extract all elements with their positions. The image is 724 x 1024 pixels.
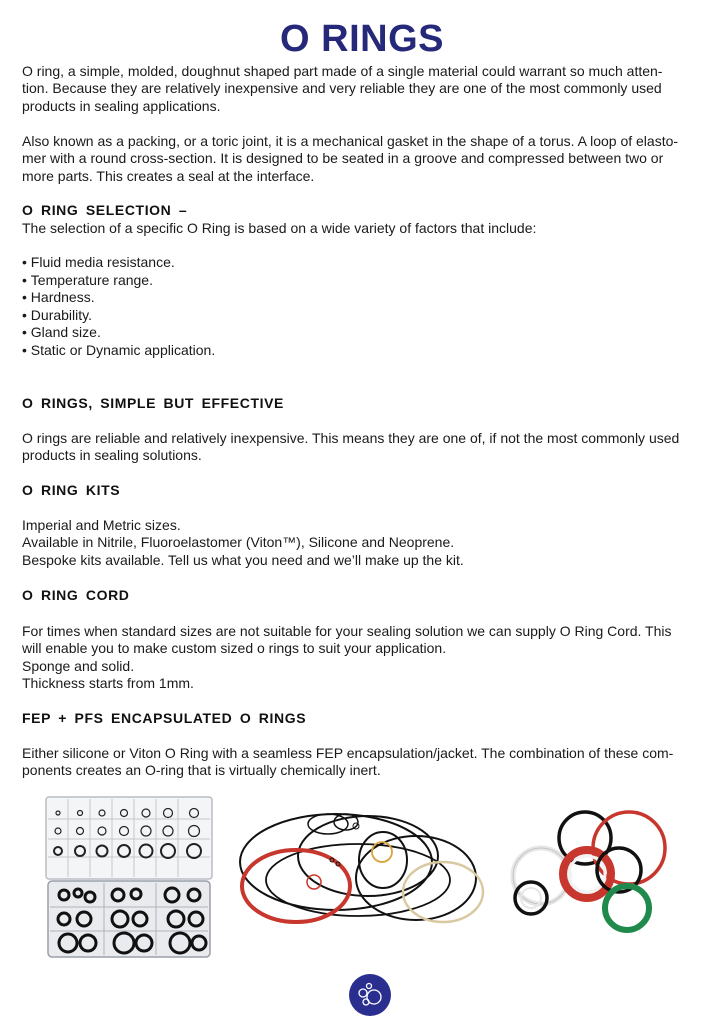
- company-logo-icon: [348, 973, 392, 1017]
- text-line: Thickness starts from 1mm.: [22, 675, 194, 692]
- page-title: O RINGS: [280, 18, 444, 60]
- kits-paragraph: [22, 517, 712, 569]
- text-line: O ring, a simple, molded, doughnut shaped part made of a single material could warrant so much atten-: [22, 63, 663, 79]
- text-line: Sponge and solid.: [22, 657, 135, 674]
- section-heading-cord: O RING CORD: [22, 587, 130, 603]
- selection-intro: The selection of a specific O Ring is based on a wide variety of factors that include:: [22, 220, 537, 236]
- section-heading-fep: FEP + PFS ENCAPSULATED O RINGS: [22, 710, 307, 726]
- encapsulated-o-rings-photo: [505, 808, 675, 933]
- text-line: Also known as a packing, or a toric joint, it is a mechanical gasket in the shape of a torus. A loop of elasto-: [22, 133, 679, 149]
- fep-paragraph: [22, 745, 712, 780]
- intro-paragraph-2: [22, 133, 712, 185]
- text-line: Available in Nitrile, Fluoroelastomer (Viton™), Silicone and Neoprene.: [22, 534, 455, 551]
- text-line: products in sealing solutions.: [22, 447, 202, 464]
- list-item: • Hardness.: [22, 289, 712, 307]
- list-item: • Fluid media resistance.: [22, 254, 712, 272]
- section-heading-selection: O RING SELECTION –: [22, 202, 188, 218]
- text-line: will enable you to make custom sized o rings to suit your application.: [22, 640, 447, 657]
- text-line: Bespoke kits available. Tell us what you need and we’ll make up the kit.: [22, 551, 464, 568]
- assorted-o-rings-photo: [238, 800, 488, 930]
- text-line: products in sealing applications.: [22, 97, 221, 114]
- text-line: mer with a round cross-section. It is designed to be seated in a groove and compressed between two or: [22, 150, 664, 167]
- text-line: Either silicone or Viton O Ring with a seamless FEP encapsulation/jacket. The combination of these com-: [22, 745, 674, 761]
- text-line: more parts. This creates a seal at the interface.: [22, 167, 315, 184]
- list-item: • Static or Dynamic application.: [22, 342, 712, 360]
- list-item: • Gland size.: [22, 324, 712, 342]
- effective-paragraph: [22, 430, 712, 465]
- text-line: tion. Because they are relatively inexpensive and very reliable they are one of the most commonly used: [22, 80, 662, 97]
- text-line: ponents creates an O-ring that is virtually chemically inert.: [22, 762, 381, 779]
- selection-factor-list: [22, 254, 712, 359]
- list-item: • Durability.: [22, 307, 712, 325]
- section-heading-kits: O RING KITS: [22, 482, 121, 498]
- text-line: For times when standard sizes are not suitable for your sealing solution we can supply O Ring Cord. This: [22, 623, 672, 639]
- o-ring-kit-photo: [44, 795, 214, 960]
- cord-paragraph: [22, 623, 712, 693]
- list-item: • Temperature range.: [22, 272, 712, 290]
- section-heading-effective: O RINGS, SIMPLE BUT EFFECTIVE: [22, 395, 284, 411]
- text-line: Imperial and Metric sizes.: [22, 517, 181, 533]
- text-line: O rings are reliable and relatively inexpensive. This means they are one of, if not the most commonly used: [22, 430, 680, 446]
- intro-paragraph-1: [22, 63, 712, 115]
